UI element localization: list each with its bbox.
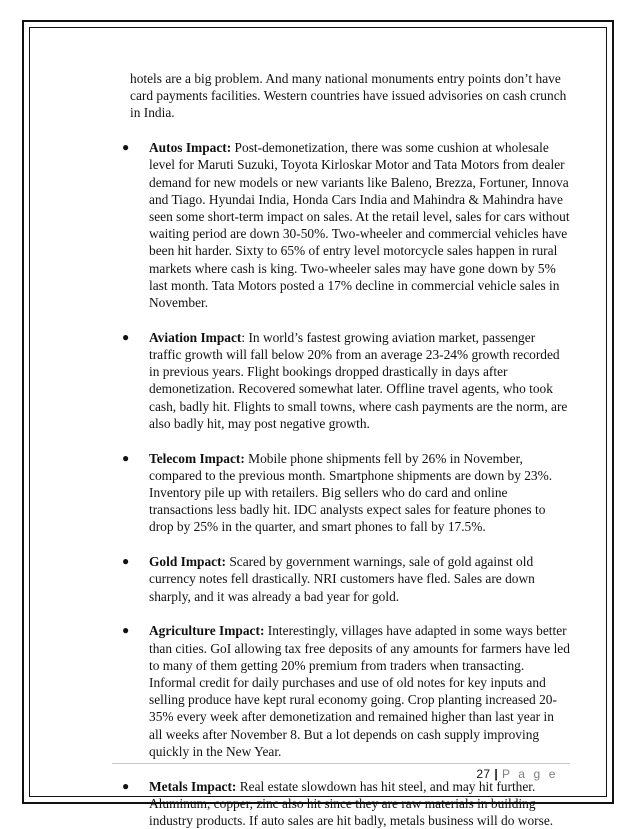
- bullet-text: Interestingly, villages have adapted in some ways better than cities. GoI allowing tax free deposits of any amounts for farmers have led to many of them getting 20% premium from traders when transacting. Informal credit for daily purchases and use of old notes for key inputs and selling produce have kept rural economy going. Crop planting increased 20-35% every week after demonetization and remained higher than last year in all weeks after November 8. But a lot depends on cash supply improving quickly in the New Year.: [149, 623, 570, 759]
- footer-separator: |: [494, 767, 498, 781]
- bullet-gold: [122, 553, 570, 605]
- bullet-heading: Gold Impact:: [149, 554, 226, 570]
- page-footer: [476, 767, 558, 781]
- bullet-text: Real estate slowdown has hit steel, and may hit further. Aluminum, copper, zinc also hit since they are raw materials in building industry products. If auto sales are hit badly, metals business will do worse.: [149, 778, 554, 829]
- bullet-text: Scared by government warnings, sale of gold against old currency notes fell drastically. NRI customers have fled. Sales are down sharply, and it was already a bad year for gold.: [149, 554, 535, 604]
- page-label: P a g e: [501, 767, 558, 781]
- bullet-heading: Agriculture Impact:: [149, 623, 265, 639]
- bullet-metals: [122, 778, 570, 829]
- bullet-icon: ●: [122, 329, 130, 344]
- bullet-text: Post-demonetization, there was some cushion at wholesale level for Maruti Suzuki, Toyota Kirloskar Motor and Tata Motors from dealer demand for new models or new variants like Baleno, Brezza, Fortuner, Innova and Tiago. Hyundai India, Honda Cars India and Mahindra & Mahindra have seen some short-term impact on sales. At the retail level, sales for cars without waiting period are down 30-50%. Two-wheeler and commercial vehicles have been hit harder. Sixty to 65% of entry level motorcycle sales happen in rural markets where cash is king. Two-wheeler sales may have gone down by 5% last month. Tata Motors posted a 17% decline in commercial vehicle sales in November.: [149, 140, 570, 311]
- bullet-heading: Telecom Impact:: [149, 450, 245, 466]
- bullet-text: Mobile phone shipments fell by 26% in November, compared to the previous month. Smartphone shipments are down by 23%. Inventory pile up with retailers. Big sellers who do card and online transactions less badly hit. IDC analysts expect sales for feature phones to drop by 25% in the quarter, and smart phones to fall by 17.5%.: [149, 450, 553, 535]
- intro-paragraph: hotels are a big problem. And many national monuments entry points don’t have card payments facilities. Western countries have issued advisories on cash crunch in India.: [130, 71, 567, 121]
- bullet-heading: Autos Impact:: [149, 140, 232, 156]
- bullet-icon: ●: [122, 450, 130, 465]
- bullet-autos: [122, 139, 570, 311]
- page-number: 27: [476, 767, 491, 781]
- bullet-heading: Aviation Impact: [149, 329, 242, 345]
- bullet-telecom: [122, 450, 570, 536]
- bullet-agriculture: [122, 622, 570, 760]
- bullet-icon: ●: [122, 554, 130, 569]
- bullet-heading: Metals Impact:: [149, 778, 237, 794]
- bullet-aviation: [122, 329, 570, 432]
- bullet-icon: ●: [122, 140, 130, 155]
- footer-divider: [112, 763, 570, 764]
- bullet-icon: ●: [122, 623, 130, 638]
- bullet-text: : In world’s fastest growing aviation market, passenger traffic growth will fall below 20% from an average 23-24% growth recorded in previous years. Flight bookings dropped drastically in days after demonetization. Recovered somewhat later. Offline travel agents, who took cash, badly hit. Flights to small towns, where cash payments are the norm, are also badly hit, may post negative growth.: [149, 329, 568, 431]
- bullet-icon: ●: [122, 778, 130, 793]
- body-content: [122, 70, 570, 829]
